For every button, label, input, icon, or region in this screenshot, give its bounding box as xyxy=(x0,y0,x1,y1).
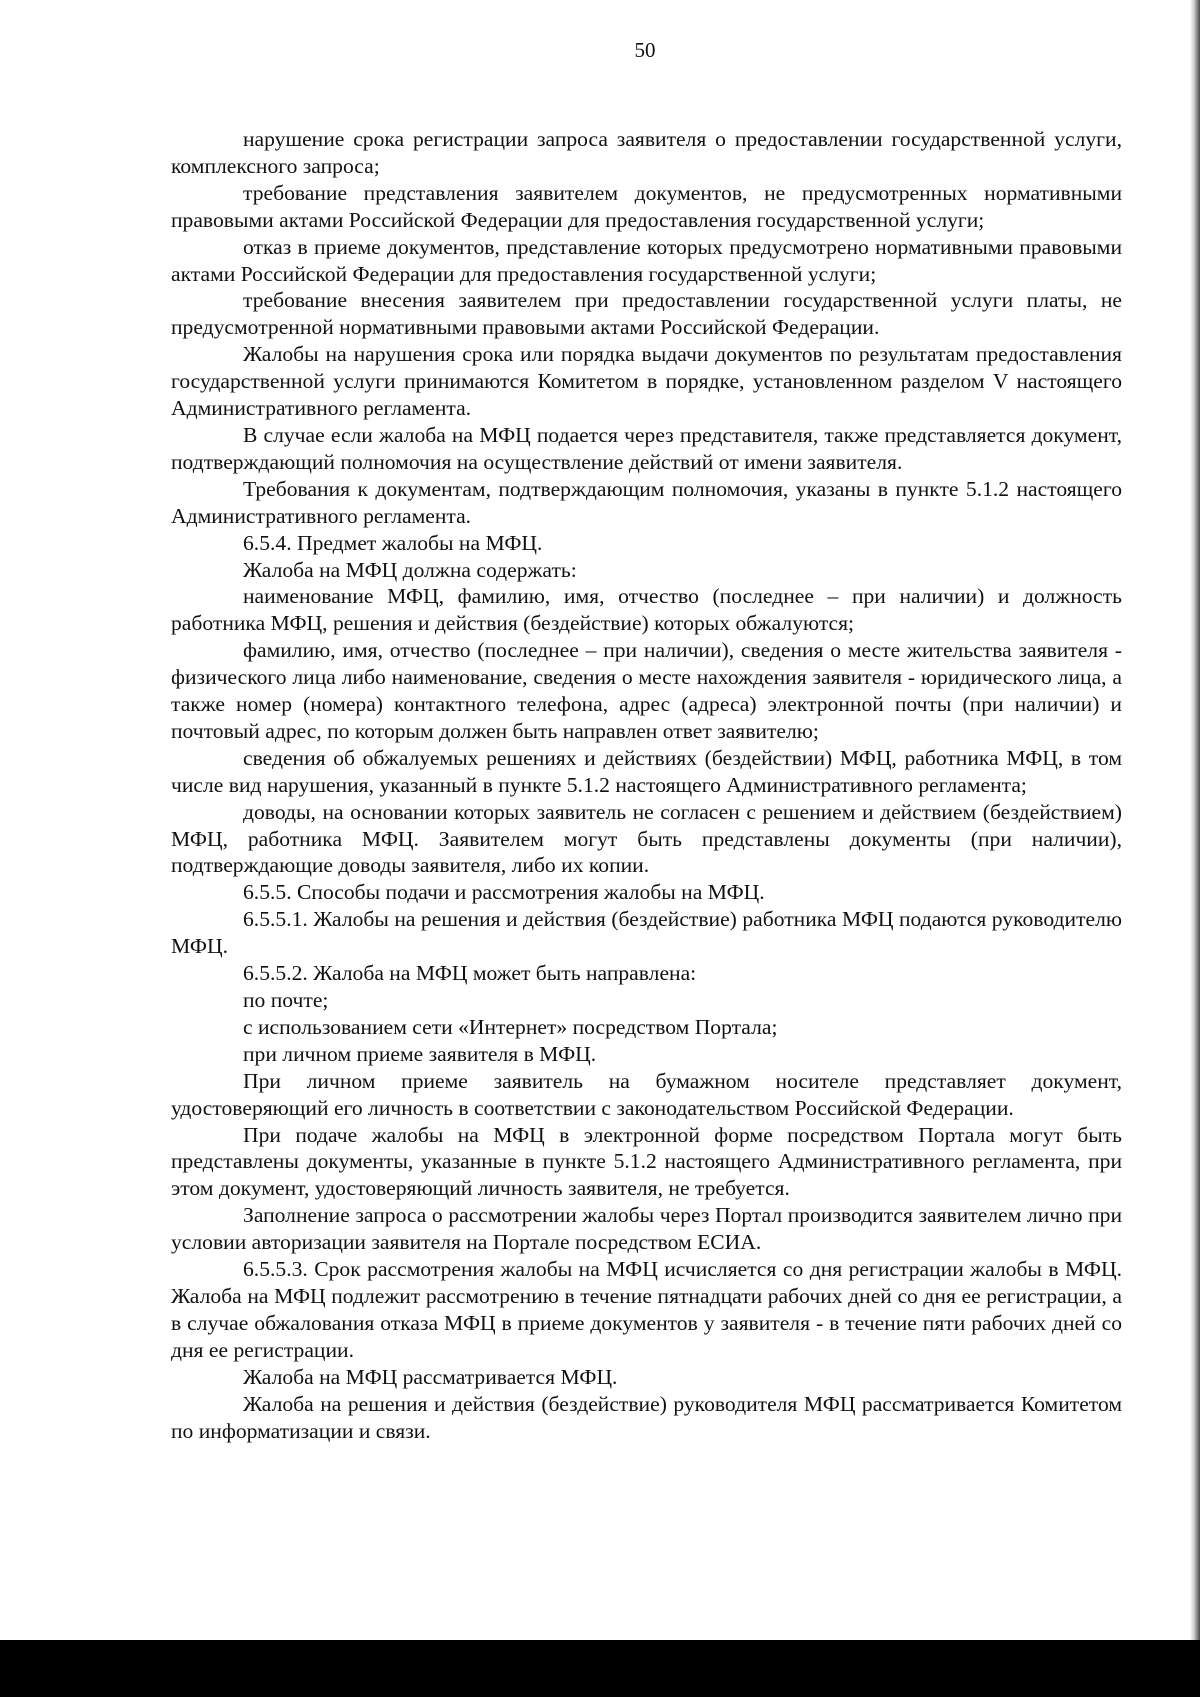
paragraph: требование представления заявителем документов, не предусмотренных нормативными правовыми актами Российской Федерации для предоставления государственной услуги; xyxy=(171,180,1122,232)
list-item: по почте; xyxy=(243,988,329,1012)
paragraph: При подаче жалобы на МФЦ в электронной форме посредством Портала могут быть представлены документы, указанные в пункте 5.1.2 настоящего Административного регламента, при этом документ, удостоверяющий личность заявителя, не требуется. xyxy=(171,1122,1122,1201)
section-heading: 6.5.5. Способы подачи и рассмотрения жалобы на МФЦ. xyxy=(243,880,765,905)
paragraph: Жалобы на нарушения срока или порядка выдачи документов по результатам предоставления государственной услуги принимаются Комитетом в порядке, установленном разделом V настоящего Административного регламента. xyxy=(171,342,1122,421)
paragraph: фамилию, имя, отчество (последнее – при наличии), сведения о месте жительства заявителя - физического лица либо наименование, сведения о месте нахождения заявителя - юридического лица, а также номер (номера) контактного телефона, адрес (адреса) электронной почты (при наличии) и почтовый адрес, по которым должен быть направлен ответ заявителю; xyxy=(171,638,1122,743)
scan-edge-right xyxy=(1190,0,1200,1697)
paragraph: Жалоба на МФЦ должна содержать: xyxy=(243,557,577,582)
paragraph: Жалоба на решения и действия (бездействие) руководителя МФЦ рассматривается Комитетом по информатизации и связи. xyxy=(171,1391,1122,1443)
paragraph: 6.5.5.1. Жалобы на решения и действия (бездействие) работника МФЦ подаются руководителю МФЦ. xyxy=(171,907,1122,959)
paragraph: 6.5.5.3. Срок рассмотрения жалобы на МФЦ исчисляется со дня регистрации жалобы в МФЦ. Жалоба на МФЦ подлежит рассмотрению в течение пятнадцати рабочих дней со дня ее регистрации, а в случае обжалования отказа МФЦ в приеме документов у заявителя - в течение пяти рабочих дней со дня ее регистрации. xyxy=(171,1257,1122,1362)
paragraph: 6.5.5.2. Жалоба на МФЦ может быть направлена: xyxy=(243,961,697,986)
body-text xyxy=(171,126,1122,1444)
paragraph: сведения об обжалуемых решениях и действиях (бездействии) МФЦ, работника МФЦ, в том числе вид нарушения, указанный в пункте 5.1.2 настоящего Административного регламента; xyxy=(171,745,1122,797)
paragraph: отказ в приеме документов, представление которых предусмотрено нормативными правовыми актами Российской Федерации для предоставления государственной услуги; xyxy=(171,234,1122,286)
scan-edge-bottom xyxy=(0,1640,1200,1697)
paragraph: доводы, на основании которых заявитель не согласен с решением и действием (бездействием) МФЦ, работника МФЦ. Заявителем могут быть представлены документы (при наличии), подтверждающие доводы заявителя, либо их копии. xyxy=(171,799,1122,878)
section-heading: 6.5.4. Предмет жалобы на МФЦ. xyxy=(243,530,543,555)
list-item: с использованием сети «Интернет» посредством Портала; xyxy=(243,1014,778,1039)
page-number: 50 xyxy=(634,38,656,62)
paragraph: В случае если жалоба на МФЦ подается через представителя, также представляется документ, подтверждающий полномочия на осуществление действий от имени заявителя. xyxy=(171,422,1122,474)
list-item: при личном приеме заявителя в МФЦ. xyxy=(243,1041,597,1066)
paragraph: Заполнение запроса о рассмотрении жалобы через Портал производится заявителем лично при условии авторизации заявителя на Портале посредством ЕСИА. xyxy=(171,1203,1122,1255)
paragraph: требование внесения заявителем при предоставлении государственной услуги платы, не предусмотренной нормативными правовыми актами Российской Федерации. xyxy=(171,288,1122,340)
paragraph: Жалоба на МФЦ рассматривается МФЦ. xyxy=(243,1364,618,1389)
paragraph: наименование МФЦ, фамилию, имя, отчество (последнее – при наличии) и должность работника МФЦ, решения и действия (бездействие) которых обжалуются; xyxy=(171,584,1122,636)
paragraph: При личном приеме заявитель на бумажном носителе представляет документ, удостоверяющий его личность в соответствии с законодательством Российской Федерации. xyxy=(171,1068,1122,1120)
paragraph: нарушение срока регистрации запроса заявителя о предоставлении государственной услуги, комплексного запроса; xyxy=(171,127,1122,178)
paragraph: Требования к документам, подтверждающим полномочия, указаны в пункте 5.1.2 настоящего Административного регламента. xyxy=(171,476,1122,528)
